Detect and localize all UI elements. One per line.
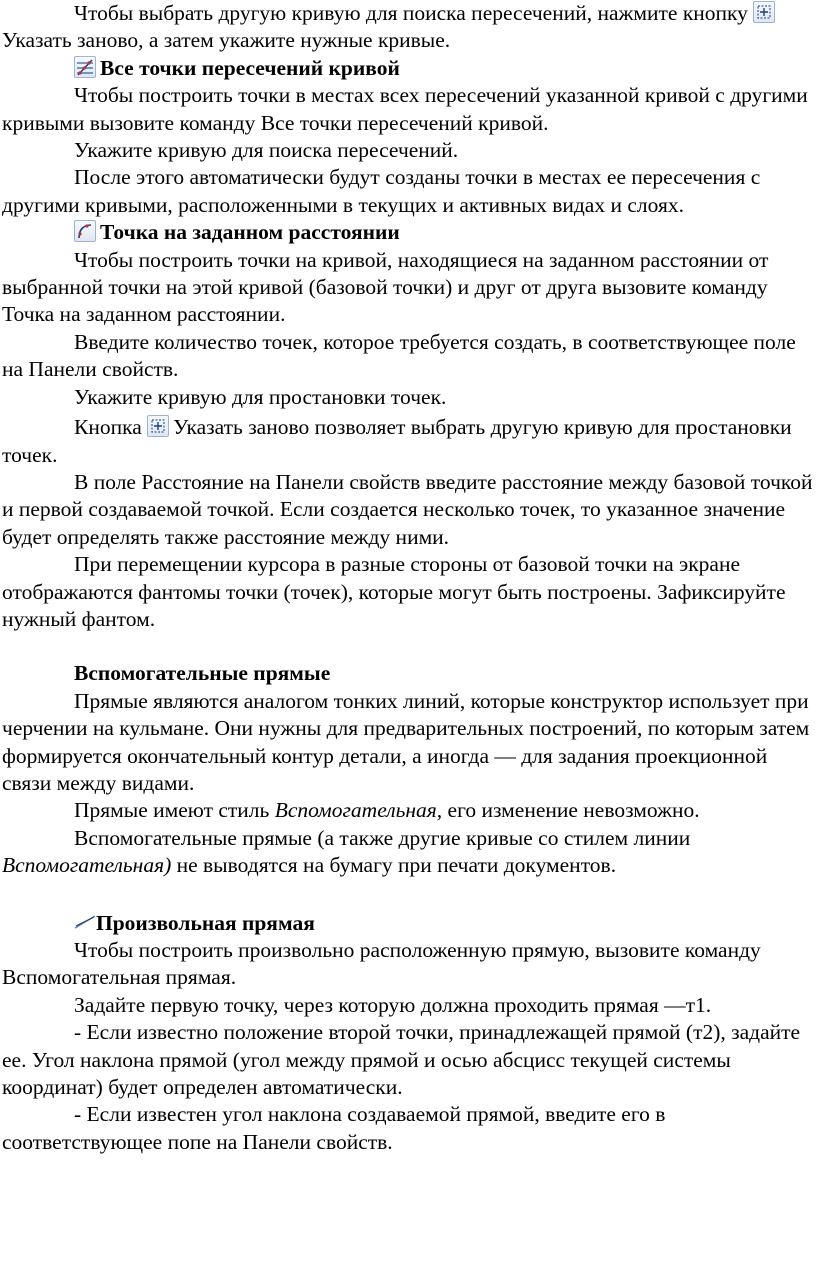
reselect-icon [753,1,775,23]
paragraph: - Если известно положение второй точки, принадлежащей прямой (т2), задайте ее. Угол наклона прямой (угол между прямой и осью абсцисс текущей системы координат) будет определен автоматически. [2,1020,801,1100]
paragraph: Вспомогательные прямые (а также другие кривые со стилем линии Вспомогательная) не выводятся на бумагу при печати документов. [2,825,691,878]
point-at-distance-icon [74,220,96,242]
reselect-icon [147,415,169,437]
section-heading-arbitrary-line: Произвольная прямая [74,910,814,937]
paragraph: Чтобы построить точки в местах всех пересечений указанной кривой с другими кривыми вызовите команду Все точки пересечений кривой. [2,83,808,135]
document-page [2,0,814,1156]
paragraph: Задайте первую точку, через которую должна проходить прямая —т1. [74,992,712,1017]
paragraph: В поле Расстояние на Панели свойств введите расстояние между базовой точкой и первой создаваемой точкой. Если создается несколько точек, то указанное значение будет определять также расстояние между ними. [2,469,813,549]
section-heading-aux-lines: Вспомогательные прямые [74,661,331,686]
paragraph: После этого автоматически будут созданы точки в местах ее пересечения с другими кривыми, расположенными в текущих и активных видах и слоях. [2,165,761,217]
auxiliary-line-icon [74,911,96,933]
paragraph: При перемещении курсора в разные стороны от базовой точки на экране отображаются фантомы точки (точек), которые могут быть построены. Зафиксируйте нужный фантом. [2,552,786,631]
paragraph: Кнопка Указать заново позволяет выбрать другую кривую для простановки точек. [2,415,792,467]
paragraph: Укажите кривую для поиска пересечений. [74,138,459,163]
section-heading-all-points: Все точки пересечений кривой [74,55,814,82]
paragraph: - Если известен угол наклона создаваемой прямой, введите его в соответствующее попе на Панели свойств. [2,1102,666,1154]
paragraph: Чтобы выбрать другую кривую для поиска пересечений, нажмите кнопку Указать заново, а затем укажите нужные кривые. [2,0,814,55]
paragraph: Чтобы построить точки на кривой, находящиеся на заданном расстоянии от выбранной точки на этой кривой (базовой точки) и друг от друга вызовите команду Точка на заданном расстоянии. [2,247,769,327]
paragraph: Введите количество точек, которое требуется создать, в соответствующее поле на Панели свойств. [2,329,796,382]
paragraph: Прямые являются аналогом тонких линий, которые конструктор использует при черчении на кульмане. Они нужны для предварительных построений, по которым затем формируется окончательный контур детали, а иногда — для задания проекционной связи между видами. [2,688,810,795]
paragraph: Укажите кривую для простановки точек. [74,384,447,409]
section-heading-point-distance: Точка на заданном расстоянии [74,219,814,246]
paragraph: Прямые имеют стиль Вспомогательная, его изменение невозможно. [74,798,700,823]
paragraph: Чтобы построить произвольно расположенную прямую, вызовите команду Вспомогательная прямая. [2,938,761,990]
all-intersections-icon [74,56,96,78]
